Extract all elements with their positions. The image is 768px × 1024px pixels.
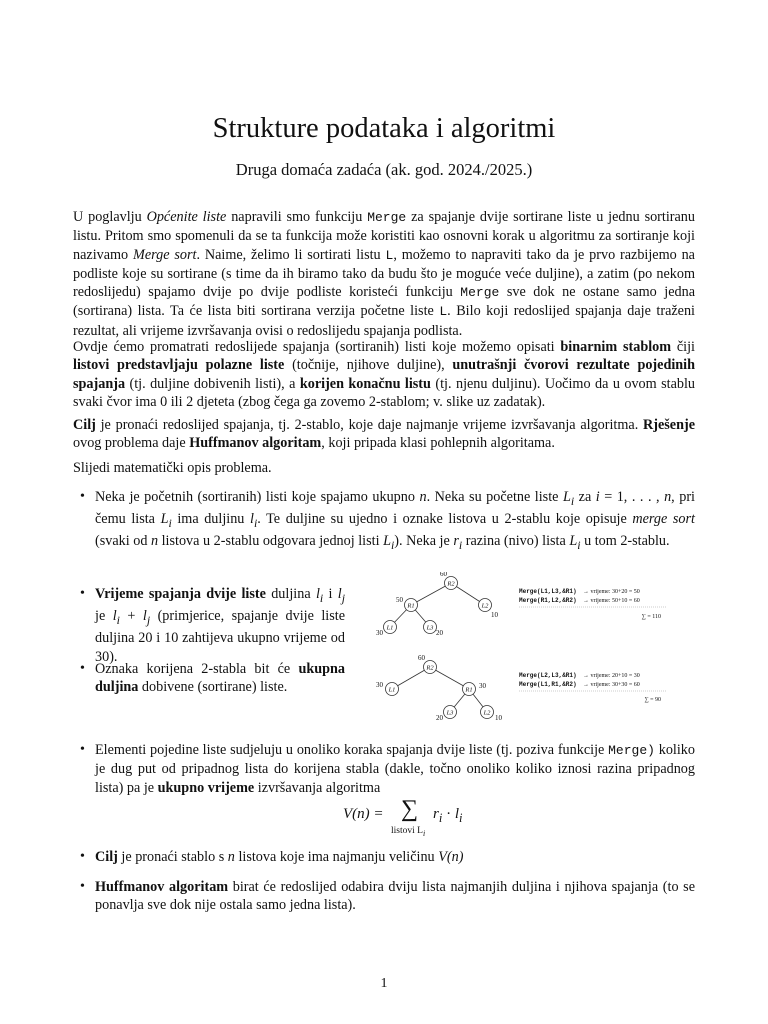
bullet-dot: • bbox=[80, 489, 85, 504]
node-label: R1 bbox=[407, 602, 415, 610]
intro-paragraph: U poglavlju Općenite liste napravili smo funkciju Merge za spajanje dvije sortirane liste u jednu sortiranu listu. Pritom smo spomenuli da se ta funkcija može koristiti kao osnovni korak u algoritmu za sortiranje koji nazivamo Merge sort. Naime, želimo li sortirati listu L, možemo to napraviti tako da je prvo razbijemo na podliste koje su sortirane (s time da ih biramo tako da budu što je moguće veće duljine), a zatim (po nekom redoslijedu) spajamo dvije po dvije podliste koristeći funkciju Merge sve dok ne ostane samo jedna (sortirana) lista. Ta će lista biti sortirana verzija početne liste L. Bilo koji redoslijed spajanja daje traženi rezultat, ali vrijeme izvršavanja ovisi o redoslijedu spajanja podlista. bbox=[73, 209, 696, 339]
bullet-dot: • bbox=[80, 742, 85, 757]
bullet-dot: • bbox=[80, 879, 85, 894]
merge-call: Merge(R1,L2,&R2) bbox=[519, 597, 577, 604]
document-subtitle: Druga domaća zadaća (ak. god. 2024./2025.) bbox=[235, 160, 533, 179]
node-value: 10 bbox=[495, 714, 502, 722]
bullet-dot: • bbox=[80, 586, 85, 601]
node-label: L2 bbox=[483, 709, 491, 717]
node-value: 50 bbox=[396, 596, 403, 604]
node-label: R2 bbox=[447, 580, 455, 588]
merge-call: Merge(L2,L3,&R1) bbox=[519, 672, 577, 679]
bullet-merge-time: • Vrijeme spajanja dvije liste duljina $l_i$ i $l_j$ je $l_i + l_j$ (primjerice, spajanje dvije liste duljina 20 i 10 zahtijeva ukupno vrijeme od 30). bbox=[80, 586, 345, 665]
node-value: 20 bbox=[436, 629, 443, 637]
node-value: 20 bbox=[436, 714, 443, 722]
tree-description-paragraph: Ovdje ćemo promatrati redoslijede spajanja (sortiranih) listi koje možemo opisati binarnim stablom čiji listovi predstavljaju polazne liste (točnije, njihove duljine), unutrašnji čvorovi rezultate pojedinih spajanja (tj. duljine dobivenih listi), a korijen konačnu listu (tj. njenu duljinu). Uočimo da u ovom stablu svaki čvor ima 0 ili 2 djeteta (zbog čega ga zovemo 2-stablom; v. slike uz zadatak). bbox=[73, 339, 696, 410]
merge-sum: ∑ = 90 bbox=[644, 697, 661, 703]
merge-time: → vrijeme: 30+20 = 50 bbox=[583, 589, 640, 595]
merge-sum: ∑ = 110 bbox=[641, 614, 661, 620]
node-label: L3 bbox=[426, 624, 434, 632]
node-label: L2 bbox=[481, 602, 489, 610]
sigma-subscript: listovi $L_i$ bbox=[391, 826, 426, 838]
document-title: Strukture podataka i algoritmi bbox=[212, 113, 556, 144]
node-value: 30 bbox=[376, 681, 383, 689]
bullet-goal: • Cilj je pronaći stablo s n listova koje ima najmanju veličinu V(n) bbox=[80, 849, 464, 865]
bullet-total-time: • Elementi pojedine liste sudjeluju u onoliko koraka spajanja dvije liste (tj. poziva funkcije Merge) koliko je dug put od pripadnog lista do korijena stabla (dakle, točno onoliko koliko iznosi razina pripadnog lista) pa je ukupno vrijeme izvršavanja algoritma bbox=[80, 742, 695, 796]
merge-time: → vrijeme: 30+30 = 60 bbox=[583, 682, 640, 688]
merge-call: Merge(L1,L3,&R1) bbox=[519, 588, 577, 595]
merge-time: → vrijeme: 20+10 = 30 bbox=[583, 673, 640, 679]
goal-paragraph: Cilj je pronaći redoslijed spajanja, tj. 2-stablo, koje daje najmanje vrijeme izvršavanja algoritma. Rješenje ovog problema daje Huffmanov algoritam, koji pripada klasi pohlepnih algoritama. bbox=[73, 417, 695, 452]
formula-lhs: V(n) = bbox=[343, 806, 384, 822]
node-label: L1 bbox=[388, 686, 396, 694]
merge-tree-figure-2 bbox=[371, 652, 671, 724]
bullet-root-label: • Oznaka korijena 2-stabla bit će ukupna duljina dobivene (sortirane) liste. bbox=[80, 661, 345, 696]
node-value: 60 bbox=[418, 654, 425, 662]
bullet-huffman: • Huffmanov algoritam birat će redoslijed odabira dviju lista najmanjih duljina i njihova spajanja (to se ponavlja sve dok nije ostala samo jedna lista). bbox=[80, 879, 695, 914]
node-value: 30 bbox=[479, 682, 486, 690]
merge-tree-figure-1 bbox=[371, 572, 671, 644]
node-value: 30 bbox=[376, 629, 383, 637]
node-label: L3 bbox=[446, 709, 454, 717]
node-label: R2 bbox=[426, 664, 434, 672]
merge-call: Merge(L1,R1,&R2) bbox=[519, 681, 577, 688]
bullet-initial-lists: • Neka je početnih (sortiranih) listi koje spajamo ukupno n. Neka su početne liste $L_i$ za i = 1, . . . , n, pri čemu lista $L_i$ ima duljinu $l_i$. Te duljine su ujedno i oznake listova u 2-stablu koje opisuje merge sort (svaki od n listova u 2-stablu odgovara jednoj listi $L_i$). Neka je $r_i$ razina (nivo) lista $L_i$ u tom 2-stablu. bbox=[80, 489, 695, 553]
formula-term: $r_i \cdot l_i$ bbox=[433, 806, 463, 825]
math-intro-paragraph: Slijedi matematički opis problema. bbox=[73, 460, 272, 476]
sigma-symbol: ∑ bbox=[401, 796, 419, 822]
node-label: L1 bbox=[386, 624, 394, 632]
merge-time: → vrijeme: 50+10 = 60 bbox=[583, 598, 640, 604]
bullet-dot: • bbox=[80, 849, 85, 864]
node-value: 10 bbox=[491, 611, 498, 619]
node-label: R1 bbox=[465, 686, 473, 694]
total-time-formula bbox=[73, 796, 695, 840]
page-number: 1 bbox=[380, 976, 388, 991]
bullet-dot: • bbox=[80, 661, 85, 676]
node-value: 60 bbox=[440, 572, 447, 578]
